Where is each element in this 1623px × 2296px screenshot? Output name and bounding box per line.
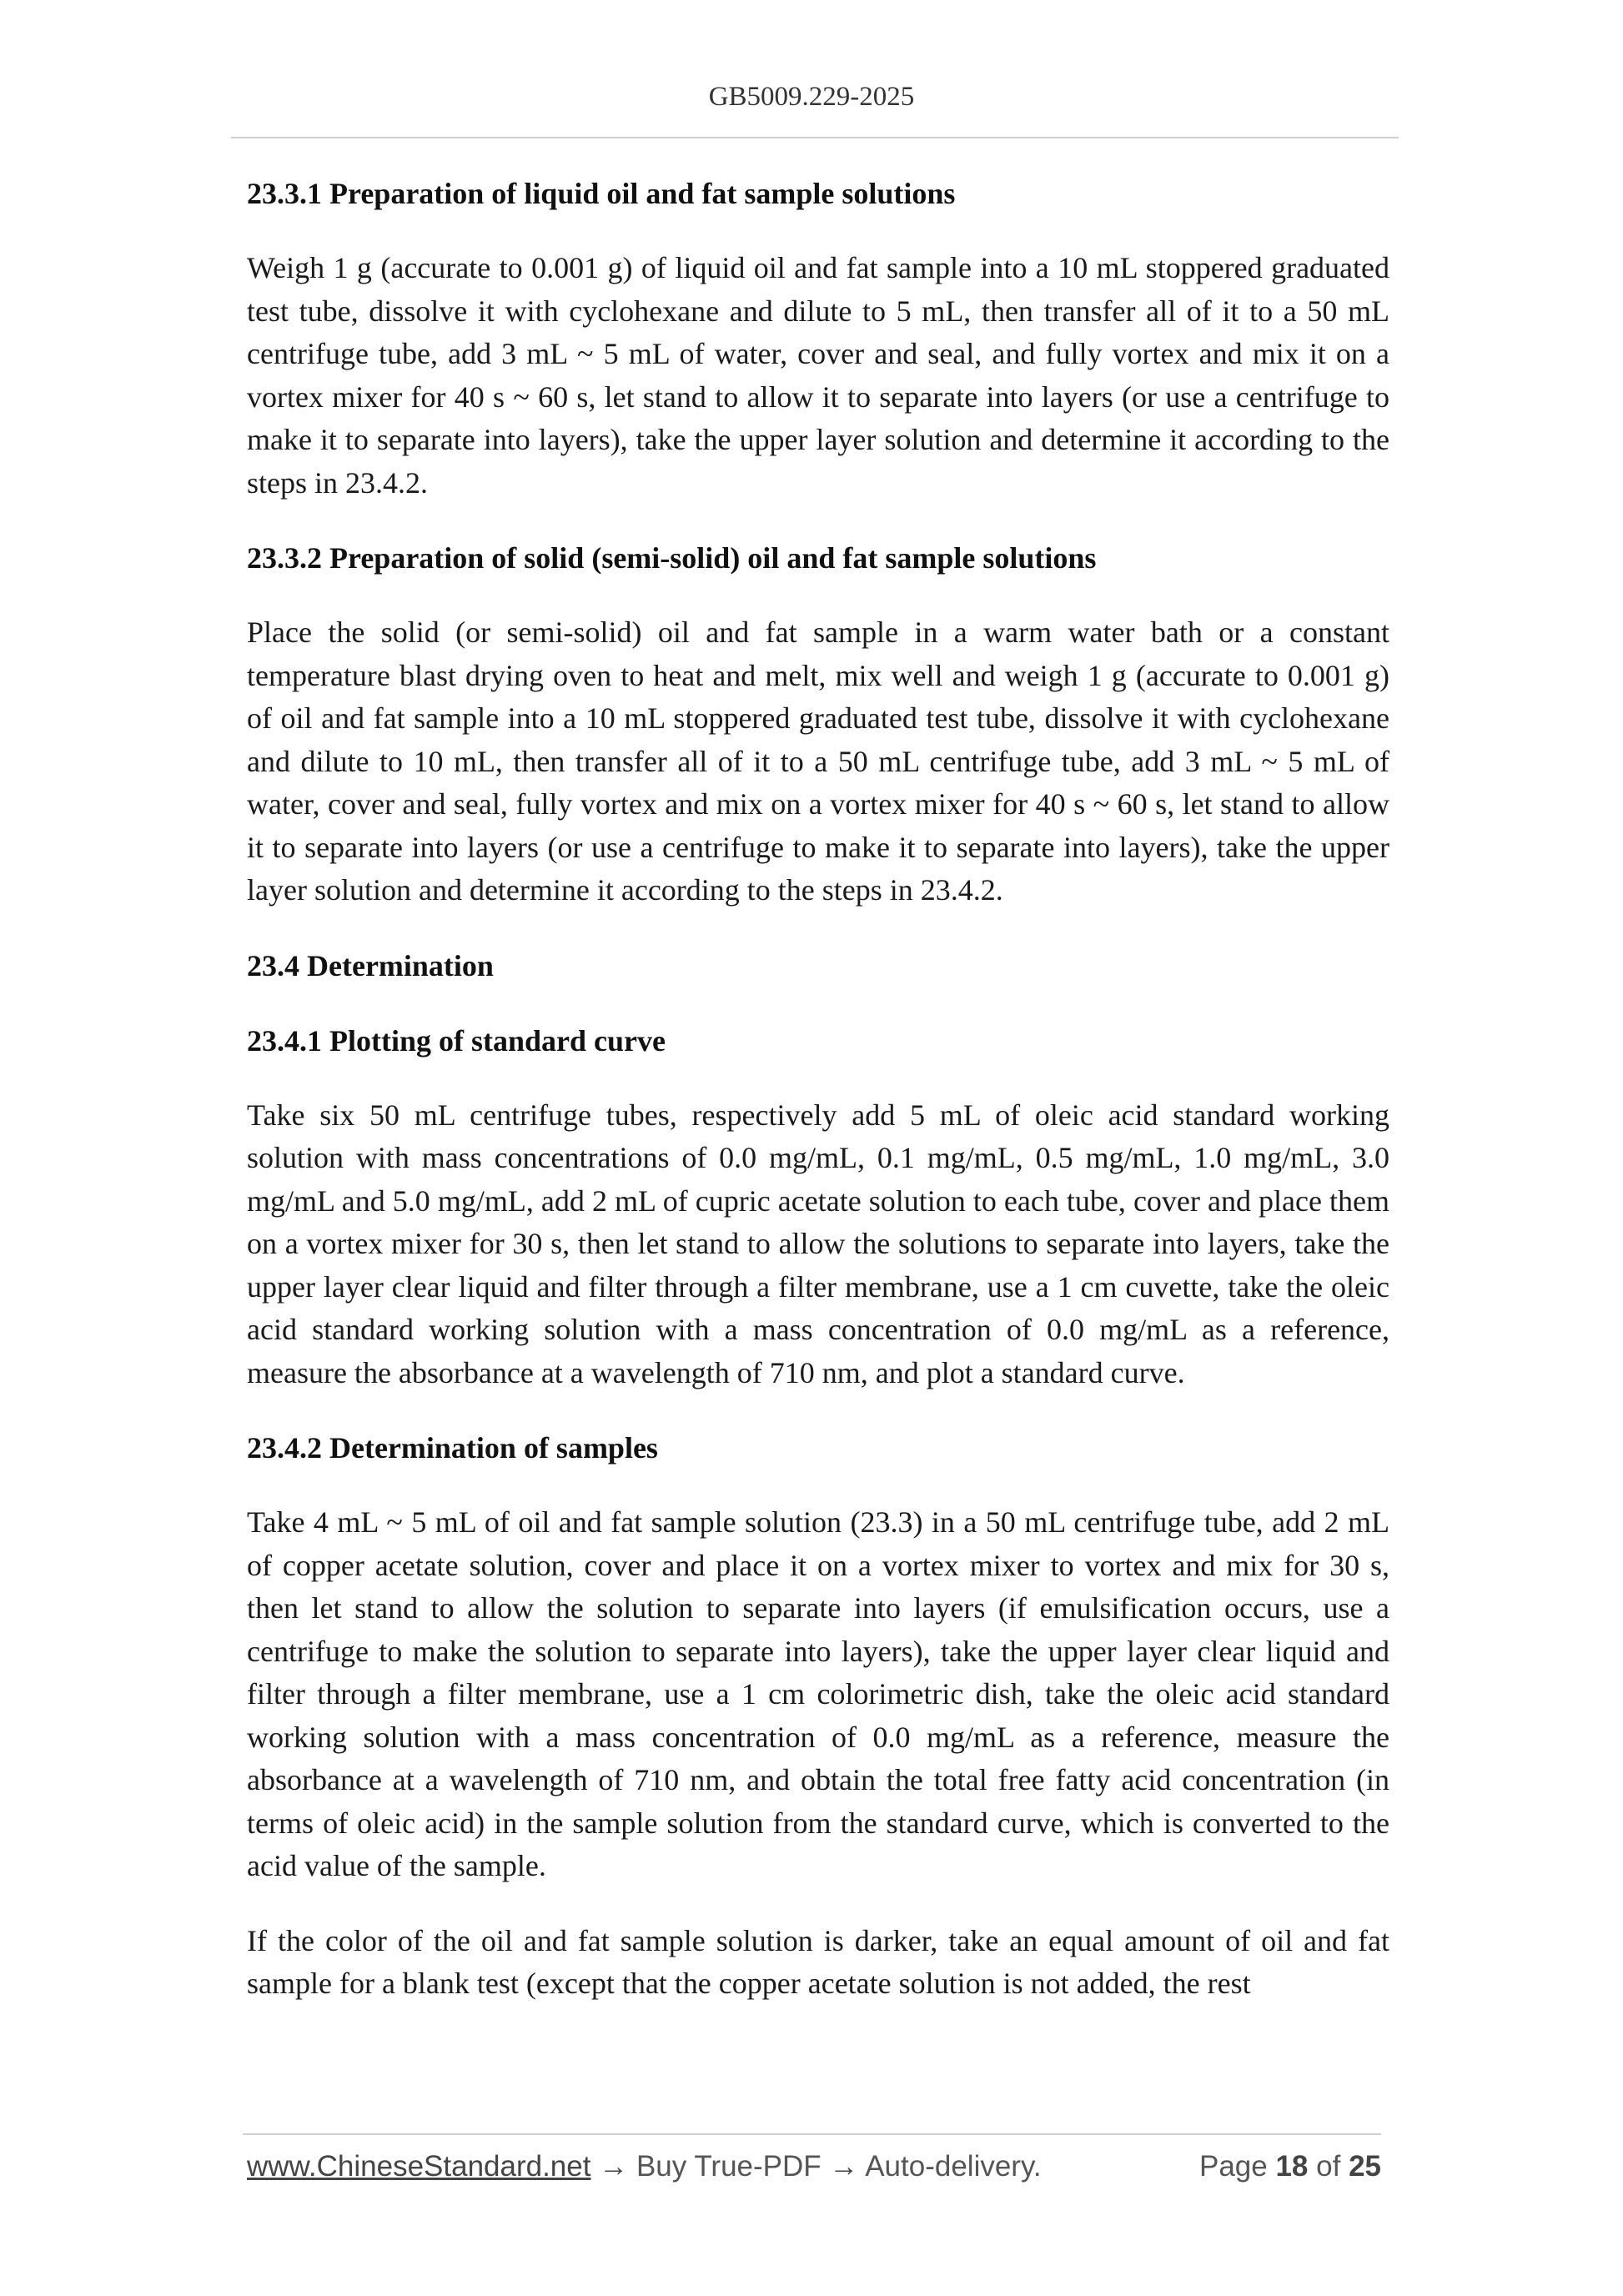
section-paragraph: Place the solid (or semi-solid) oil and fat sample in a warm water bath or a constant temperature blast drying oven to heat and melt, mix well and weigh 1 g (accurate to 0.001 g) of oil and fat sample into a 10 mL stoppered graduated test tube, dissolve it with cyclohexane and dilute to 10 mL, then transfer all of it to a 50 mL centrifuge tube, add 3 mL ~ 5 mL of water, cover and seal, fully vortex and mix on a vortex mixer for 40 s ~ 60 s, let stand to allow it to separate into layers (or use a centrifuge to make it to separate into layers), take the upper layer solution and determine it according to the steps in 23.4.2. xyxy=(247,615,1389,907)
buy-text: Buy True-PDF xyxy=(636,2150,822,2183)
section-23-4-2 xyxy=(247,1426,1389,2006)
section-23-4 xyxy=(247,944,1389,987)
page-label: Page xyxy=(1198,2150,1268,2183)
section-heading: 23.4.2 Determination of samples xyxy=(247,1431,658,1465)
section-heading: 23.4 Determination xyxy=(247,948,494,982)
arrow-right-icon: → xyxy=(599,2150,629,2183)
footer-divider xyxy=(243,2133,1381,2135)
section-23-3-1 xyxy=(247,172,1389,505)
section-heading: 23.3.1 Preparation of liquid oil and fat sample solutions xyxy=(247,177,956,210)
section-23-3-2 xyxy=(247,536,1389,912)
footer-promo xyxy=(247,2150,1042,2183)
of-label: of xyxy=(1316,2150,1341,2183)
section-paragraph: Take 4 mL ~ 5 mL of oil and fat sample solution (23.3) in a 50 mL centrifuge tube, add 2 mL of copper acetate solution, cover and place it on a vortex mixer to vortex and mix for 30 s, then let stand to allow the solution to separate into layers (if emulsification occurs, use a centrifuge to make the solution to separate into layers), take the upper layer clear liquid and filter through a filter membrane, use a 1 cm colorimetric dish, take the oleic acid standard working solution with a mass concentration of 0.0 mg/mL as a reference, measure the absorbance at a wavelength of 710 nm, and obtain the total free fatty acid concentration (in terms of oleic acid) in the sample solution from the standard curve, which is converted to the acid value of the sample. xyxy=(247,1505,1389,1882)
section-heading: 23.3.2 Preparation of solid (semi-solid) oil and fat sample solutions xyxy=(247,541,1097,575)
header-divider xyxy=(231,137,1399,138)
section-paragraph: If the color of the oil and fat sample solution is darker, take an equal amount of oil and fat sample for a blank test (except that the copper acetate solution is not added, the rest xyxy=(247,1923,1389,2000)
section-heading: 23.4.1 Plotting of standard curve xyxy=(247,1023,666,1058)
page-footer xyxy=(247,2150,1381,2197)
document-header-title: GB5009.229-2025 xyxy=(708,82,915,112)
section-paragraph: Take six 50 mL centrifuge tubes, respectively add 5 mL of oleic acid standard working solution with mass concentrations of 0.0 mg/mL, 0.1 mg/mL, 0.5 mg/mL, 1.0 mg/mL, 3.0 mg/mL and 5.0 mg/mL, add 2 mL of cupric acetate solution to each tube, cover and place them on a vortex mixer for 30 s, then let stand to allow the solutions to separate into layers, take the upper layer clear liquid and filter through a filter membrane, use a 1 cm cuvette, take the oleic acid standard working solution with a mass concentration of 0.0 mg/mL as a reference, measure the absorbance at a wavelength of 710 nm, and plot a standard curve. xyxy=(247,1098,1389,1389)
current-page-number: 18 xyxy=(1275,2150,1309,2183)
arrow-right-icon: → xyxy=(829,2150,859,2183)
document-body xyxy=(247,172,1389,2006)
page-indicator xyxy=(1199,2150,1381,2183)
section-paragraph: Weigh 1 g (accurate to 0.001 g) of liquid oil and fat sample into a 10 mL stoppered graduated test tube, dissolve it with cyclohexane and dilute to 5 mL, then transfer all of it to a 50 mL centrifuge tube, add 3 mL ~ 5 mL of water, cover and seal, and fully vortex and mix it on a vortex mixer for 40 s ~ 60 s, let stand to allow it to separate into layers (or use a centrifuge to make it to separate into layers), take the upper layer solution and determine it according to the steps in 23.4.2. xyxy=(247,251,1389,500)
delivery-text: Auto-delivery. xyxy=(865,2150,1042,2183)
website-link[interactable]: www.ChineseStandard.net xyxy=(247,2150,591,2183)
section-23-4-1 xyxy=(247,1019,1389,1395)
total-pages-number: 25 xyxy=(1349,2150,1381,2183)
